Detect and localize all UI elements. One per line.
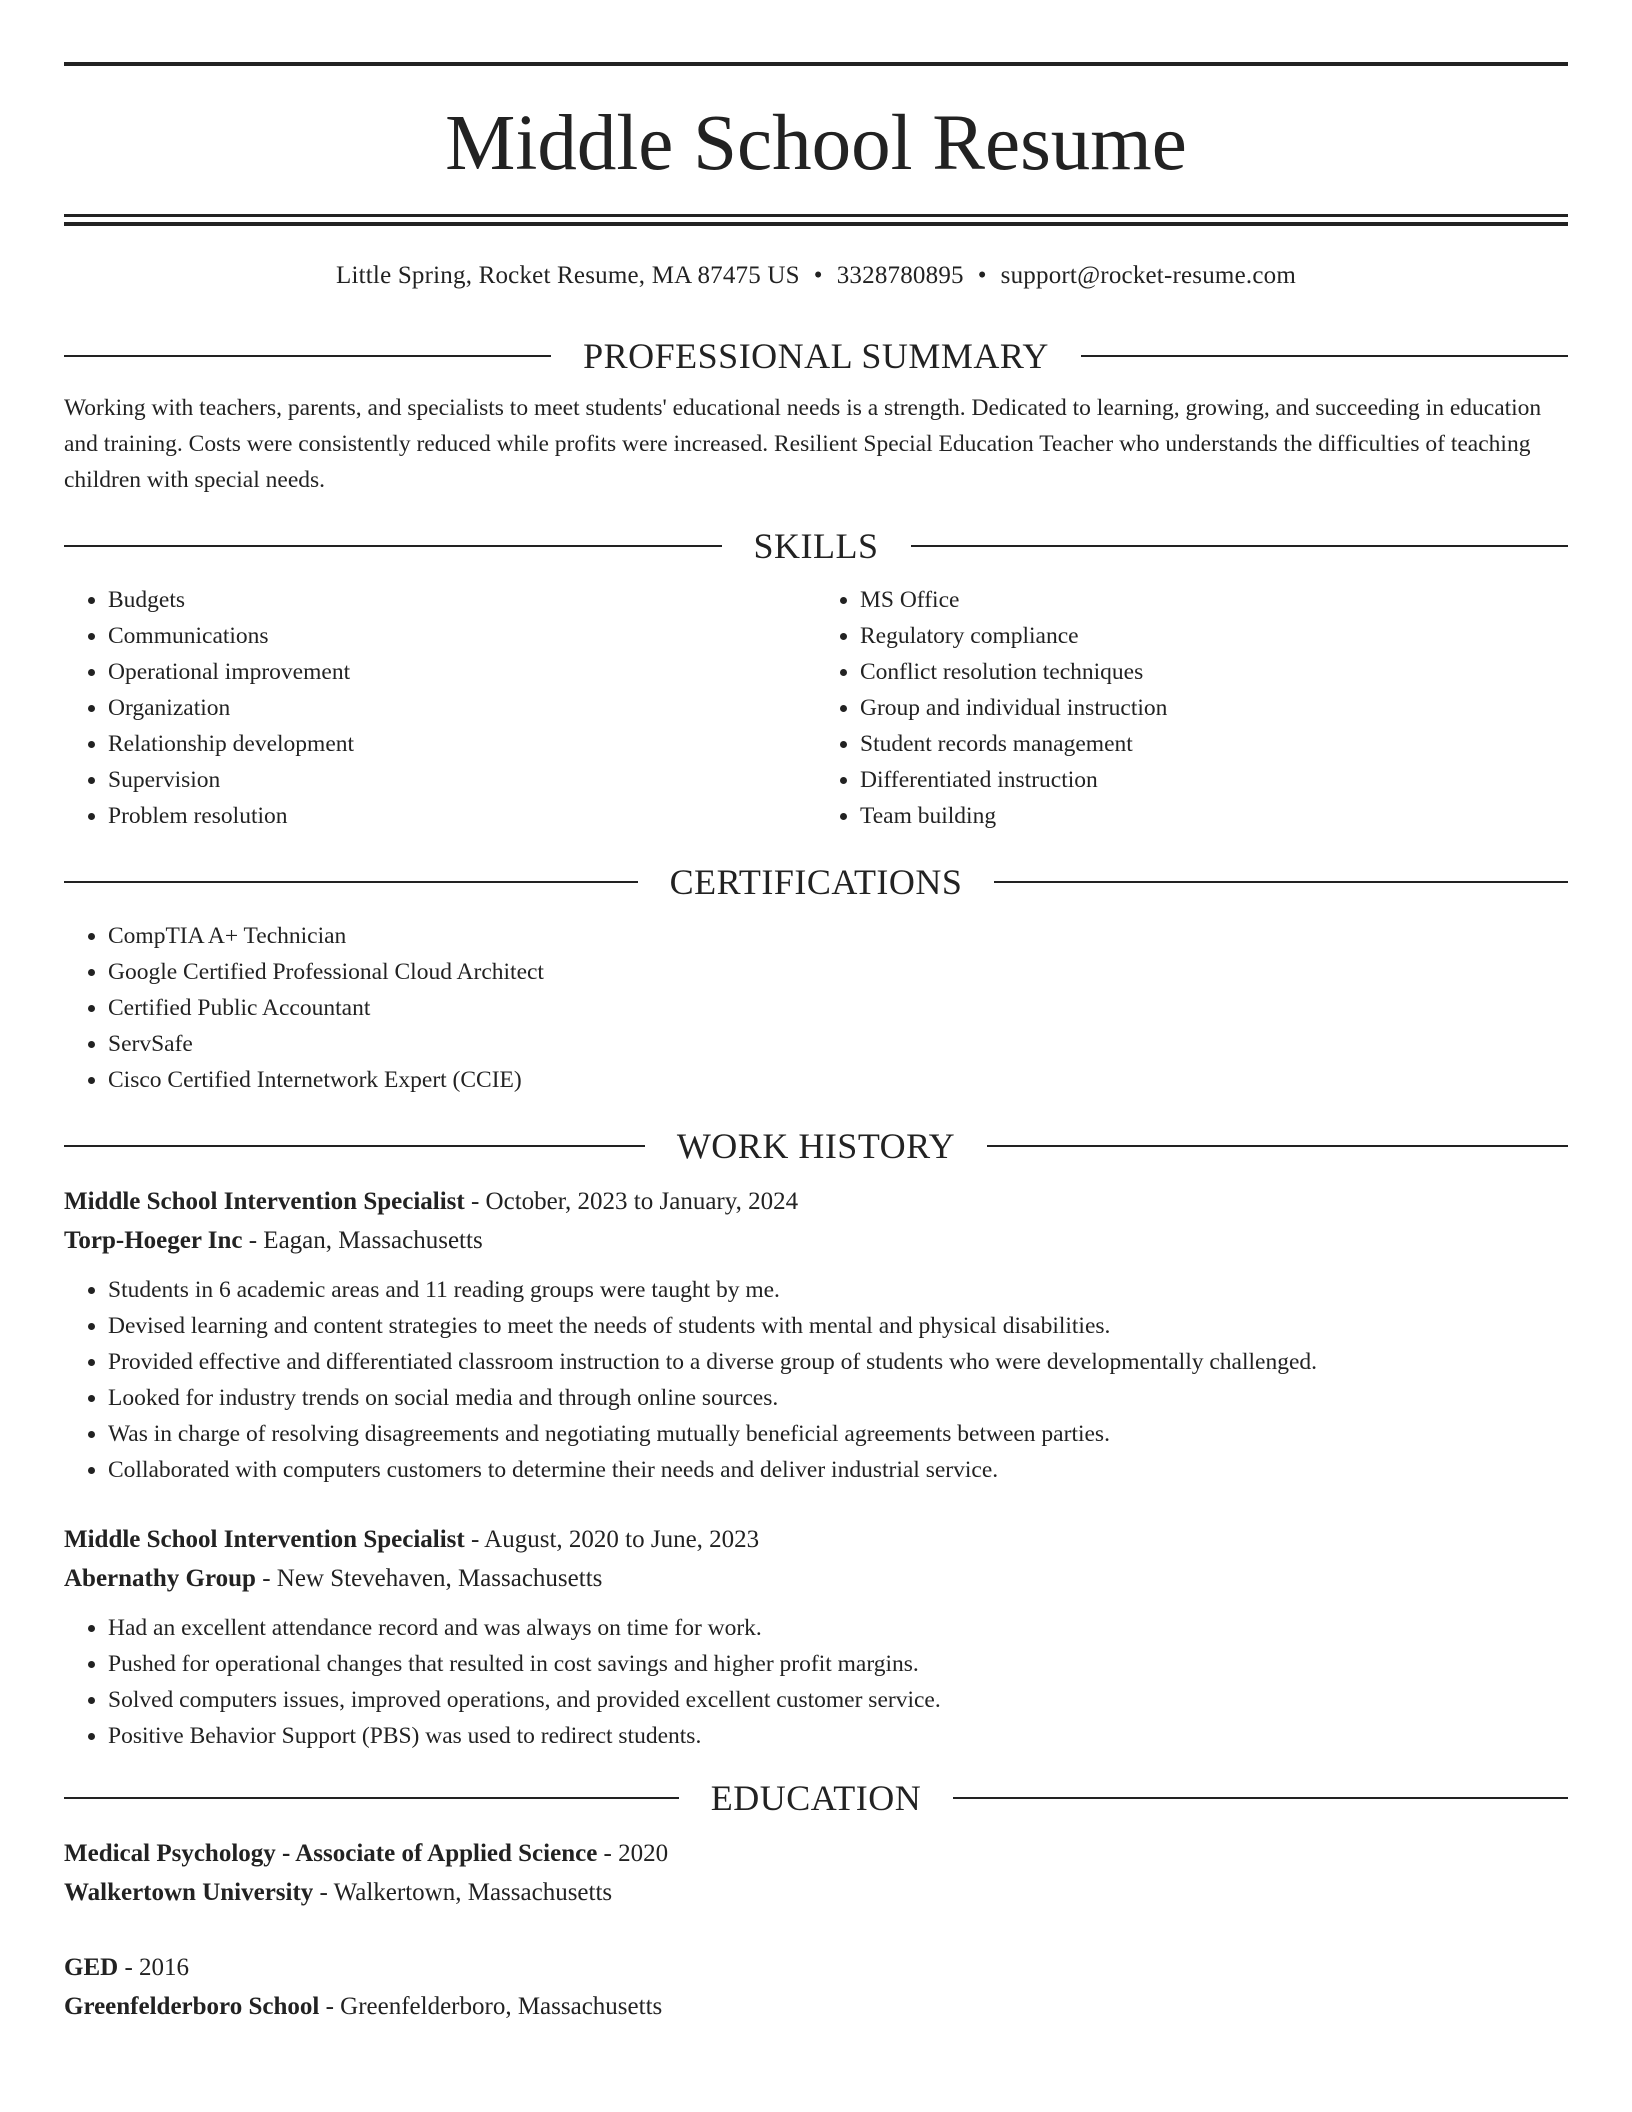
skills-list-right xyxy=(816,582,1568,834)
education-school: Walkertown University xyxy=(64,1879,314,1906)
education-school-line xyxy=(64,1987,1568,2026)
job-dates: - October, 2023 to January, 2024 xyxy=(464,1188,799,1215)
resume-title: Middle School Resume xyxy=(445,100,1187,187)
education-heading-title: EDUCATION xyxy=(710,1778,922,1818)
heading-rule-right xyxy=(994,881,1568,883)
list-item: • Pushed for operational changes that resulted in cost savings and higher profit margins. xyxy=(108,1646,1568,1682)
job-company: Torp-Hoeger Inc xyxy=(64,1227,243,1254)
job-role: Middle School Intervention Specialist xyxy=(64,1526,465,1553)
list-item: • Supervision xyxy=(108,762,816,798)
heading-rule-right xyxy=(987,1145,1568,1147)
list-item: • Positive Behavior Support (PBS) was used to redirect students. xyxy=(108,1718,1568,1754)
list-item: • MS Office xyxy=(860,582,1568,618)
job-location: - New Stevehaven, Massachusetts xyxy=(255,1565,603,1592)
contact-separator: • xyxy=(813,262,823,289)
heading-rule-left xyxy=(64,545,722,547)
list-item: • Problem resolution xyxy=(108,798,816,834)
summary-section-heading xyxy=(64,334,1568,378)
job-role: Middle School Intervention Specialist xyxy=(64,1188,465,1215)
list-item: • Student records management xyxy=(860,726,1568,762)
list-item: • Looked for industry trends on social media and through online sources. xyxy=(108,1380,1568,1416)
education-year: - 2016 xyxy=(118,1954,190,1981)
heading-rule-left xyxy=(64,881,638,883)
education-degree-line xyxy=(64,1834,1568,1873)
job-company-line xyxy=(64,1559,1568,1598)
list-item: • Devised learning and content strategies to meet the needs of students with mental and physical disabilities. xyxy=(108,1308,1568,1344)
education-school-line xyxy=(64,1873,1568,1912)
heading-rule-left xyxy=(64,1797,679,1799)
list-item: • Collaborated with computers customers to determine their needs and deliver industrial service. xyxy=(108,1452,1568,1488)
job-entry xyxy=(64,1182,1568,1488)
list-item: • Regulatory compliance xyxy=(860,618,1568,654)
job-company: Abernathy Group xyxy=(64,1565,256,1592)
heading-rule-right xyxy=(953,1797,1568,1799)
education-section-heading xyxy=(64,1776,1568,1820)
list-item: • Was in charge of resolving disagreements and negotiating mutually beneficial agreements between parties. xyxy=(108,1416,1568,1452)
list-item: • Differentiated instruction xyxy=(860,762,1568,798)
heading-rule-left xyxy=(64,1145,645,1147)
summary-text: Working with teachers, parents, and specialists to meet students' educational needs is a strength. Dedicated to learning, growing, and succeeding in education and training. Costs were consistently reduced while profits were increased. Resilient Special Education Teacher who understands the difficulties of teaching children with special needs. xyxy=(64,395,1542,493)
education-degree: Medical Psychology - Associate of Applied Science xyxy=(64,1840,598,1867)
work-section-heading xyxy=(64,1124,1568,1168)
top-rule xyxy=(64,62,1568,66)
education-degree-line xyxy=(64,1948,1568,1987)
education-entry xyxy=(64,1948,1568,2026)
list-item: • Solved computers issues, improved operations, and provided excellent customer service. xyxy=(108,1682,1568,1718)
certifications-section-heading xyxy=(64,860,1568,904)
contact-line xyxy=(64,260,1568,292)
certifications-list-wrap xyxy=(64,918,1568,1098)
job-company-line xyxy=(64,1221,1568,1260)
skills-list-left xyxy=(64,582,816,834)
list-item: • Provided effective and differentiated classroom instruction to a diverse group of students who were developmentally challenged. xyxy=(108,1344,1568,1380)
list-item: • Conflict resolution techniques xyxy=(860,654,1568,690)
certifications-heading-title: CERTIFICATIONS xyxy=(669,862,963,902)
list-item: • Budgets xyxy=(108,582,816,618)
heading-rule-right xyxy=(1081,355,1568,357)
education-location: - Walkertown, Massachusetts xyxy=(313,1879,613,1906)
summary-heading-title: PROFESSIONAL SUMMARY xyxy=(583,336,1049,376)
contact-separator: • xyxy=(977,262,987,289)
job-bullets xyxy=(64,1272,1568,1488)
list-item: • Team building xyxy=(860,798,1568,834)
list-item: • Operational improvement xyxy=(108,654,816,690)
job-role-line xyxy=(64,1520,1568,1559)
heading-rule-left xyxy=(64,355,551,357)
list-item: • ServSafe xyxy=(108,1026,1568,1062)
list-item: • Certified Public Accountant xyxy=(108,990,1568,1026)
skills-grid xyxy=(64,582,1568,834)
job-bullets xyxy=(64,1610,1568,1754)
heading-rule-right xyxy=(911,545,1569,547)
job-location: - Eagan, Massachusetts xyxy=(242,1227,483,1254)
list-item: • CompTIA A+ Technician xyxy=(108,918,1568,954)
list-item: • Relationship development xyxy=(108,726,816,762)
education-entry xyxy=(64,1834,1568,1912)
education-location: - Greenfelderboro, Massachusetts xyxy=(319,1993,663,2020)
work-heading-title: WORK HISTORY xyxy=(676,1126,956,1166)
contact-address: Little Spring, Rocket Resume, MA 87475 US xyxy=(336,262,800,289)
contact-email: support@rocket-resume.com xyxy=(1000,262,1296,289)
title-double-rule xyxy=(64,214,1568,226)
skills-column-right xyxy=(816,582,1568,834)
education-school: Greenfelderboro School xyxy=(64,1993,320,2020)
list-item: • Students in 6 academic areas and 11 reading groups were taught by me. xyxy=(108,1272,1568,1308)
education-degree: GED xyxy=(64,1954,119,1981)
job-dates: - August, 2020 to June, 2023 xyxy=(464,1526,760,1553)
job-role-line xyxy=(64,1182,1568,1221)
contact-phone: 3328780895 xyxy=(836,262,964,289)
job-entry xyxy=(64,1520,1568,1754)
skills-heading-title: SKILLS xyxy=(753,526,879,566)
list-item: • Google Certified Professional Cloud Architect xyxy=(108,954,1568,990)
skills-section-heading xyxy=(64,524,1568,568)
list-item: • Organization xyxy=(108,690,816,726)
list-item: • Had an excellent attendance record and was always on time for work. xyxy=(108,1610,1568,1646)
list-item: • Group and individual instruction xyxy=(860,690,1568,726)
education-year: - 2020 xyxy=(597,1840,669,1867)
list-item: • Communications xyxy=(108,618,816,654)
list-item: • Cisco Certified Internetwork Expert (CCIE) xyxy=(108,1062,1568,1098)
certifications-list xyxy=(64,918,1568,1098)
skills-column-left xyxy=(64,582,816,834)
